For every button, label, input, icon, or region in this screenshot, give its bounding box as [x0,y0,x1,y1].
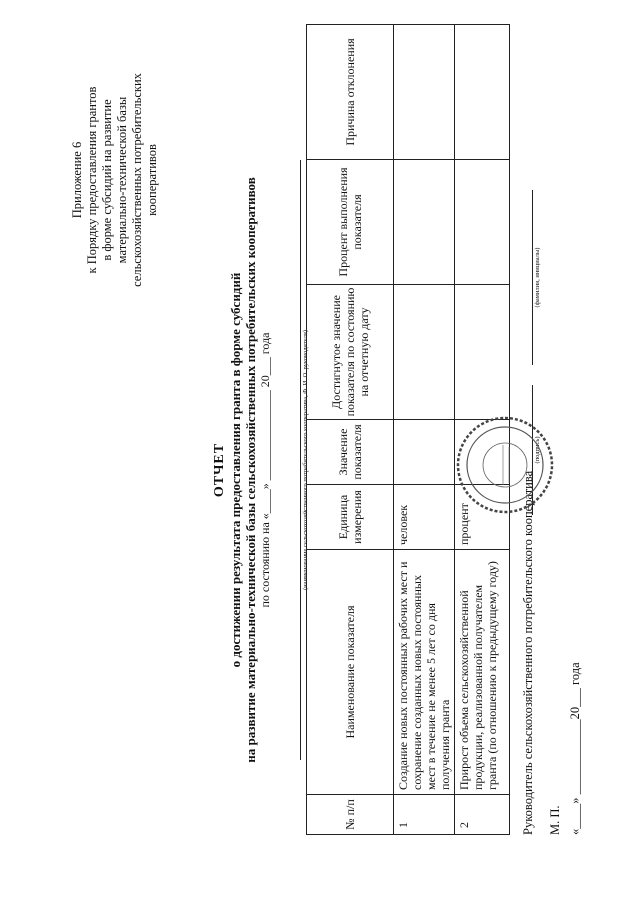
table-row [394,25,455,835]
name-initials-field[interactable] [532,190,533,365]
name-caption: (фамилия, инициалы) [534,247,541,308]
organization-caption: (наименование сельскохозяйственного потребительского кооператива, Ф. И. О. руководителя) [302,329,309,591]
signature-caption: (подпись) [534,436,541,464]
report-title: ОТЧЕТ [212,442,227,498]
col-header-reason: Причина отклонения [307,25,394,160]
col-header-value: Значение показателя [307,420,394,485]
footer-date-field[interactable]: «____» ____________20___ года [568,662,582,835]
report-title-block [212,130,273,810]
head-signature-label: Руководитель сельскохозяйственного потребительского кооператива [521,470,535,835]
row-achieved-cell[interactable] [394,285,455,420]
appendix-line: Приложение 6 [70,141,84,219]
row-reason-cell[interactable] [455,25,510,160]
appendix-note [70,30,160,330]
row-indicator-name: Создание новых постоянных рабочих мест и сохранение созданных новых постоянных мест в течение не менее 5 лет со дня получения гранта [394,550,455,795]
col-header-percent: Процент выполнения показателя [307,160,394,285]
row-reason-cell[interactable] [394,25,455,160]
report-subtitle [228,130,258,810]
report-subtitle-line: о достижении результата предоставления гранта в форме субсидий [228,272,243,668]
table-header-row [307,25,394,835]
row-num: 1 [394,795,455,835]
appendix-line: сельскохозяйственных потребительских [130,73,144,287]
report-subtitle-line: на развитие материально-технической базы сельскохозяйственных потребительских кооперативов [243,177,258,763]
appendix-line: кооперативов [145,144,159,216]
report-date-line: по состоянию на «____» _______________ 20___ года [258,332,272,608]
seal-place-label: М. П. [548,805,562,835]
row-unit: процент [455,485,510,550]
appendix-line: к Порядку предоставления грантов [85,86,99,274]
official-stamp [455,415,555,515]
col-header-name: Наименование показателя [307,550,394,795]
row-value-cell[interactable] [394,420,455,485]
row-achieved-cell[interactable] [455,285,510,420]
row-unit: человек [394,485,455,550]
col-header-achieved: Достигнутое значение показателя по состоянию на отчетную дату [307,285,394,420]
appendix-line: в форме субсидий на развитие [100,99,114,261]
col-header-unit: Единица измерения [307,485,394,550]
row-num: 2 [455,795,510,835]
row-percent-cell[interactable] [455,160,510,285]
col-header-num: № п/п [307,795,394,835]
appendix-line: материально-технической базы [115,96,129,264]
row-indicator-name: Прирост объема сельскохозяйственной продукции, реализованной получателем гранта (по отношению к предыдущему году) [455,550,510,795]
row-percent-cell[interactable] [394,160,455,285]
